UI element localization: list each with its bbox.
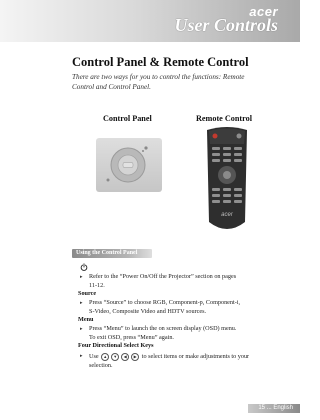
intro-line-1: There are two ways for you to control the functions: Remote: [72, 73, 245, 81]
directional-keys-suffix: to select items or make adjustments to your: [141, 353, 250, 360]
intro-line-2: Control and Control Panel.: [72, 83, 151, 91]
down-arrow-icon: ▼: [111, 353, 119, 361]
acer-logo: acer: [249, 4, 278, 19]
menu-line-2: To exit OSD, press “Menu” again.: [89, 333, 174, 341]
source-description: [89, 299, 289, 316]
source-line-2: S-Video, Composite Video and HDTV sources.: [89, 307, 207, 315]
directional-keys-prefix: Use: [89, 353, 99, 360]
power-description: [89, 273, 289, 290]
remote-logo-text: acer: [221, 212, 233, 218]
remote-control-label: Remote Control: [196, 114, 253, 123]
source-heading: Source: [78, 290, 97, 297]
remote-control-image: [201, 126, 253, 232]
power-line-2: 11-12.: [89, 281, 105, 289]
bullet-icon: ▸: [80, 275, 83, 280]
page-number: 15 ... English: [258, 405, 293, 411]
menu-line-1: Press “Menu” to launch the on screen display (OSD) menu.: [89, 325, 237, 332]
bullet-icon: ▸: [80, 301, 83, 306]
control-panel-label: Control Panel: [103, 114, 152, 123]
control-panel-drawing: [96, 138, 162, 192]
intro-paragraph: [72, 72, 272, 92]
directional-keys-description: [89, 352, 299, 370]
menu-heading: Menu: [78, 316, 94, 323]
directional-keys-heading: Four Directional Select Keys: [78, 342, 154, 349]
section-title: User Controls: [174, 15, 278, 35]
left-arrow-icon: ◀: [121, 353, 129, 361]
power-icon: [80, 263, 88, 271]
subsection-label: Using the Control Panel: [76, 250, 138, 256]
power-line-1: Refer to the “Power On/Off the Projector” section on pages: [89, 273, 237, 280]
right-arrow-icon: ▶: [131, 353, 139, 361]
source-line-1: Press “Source” to choose RGB, Component-p, Component-i,: [89, 299, 241, 306]
control-panel-image: [96, 138, 162, 192]
bullet-icon: ▸: [80, 354, 83, 359]
directional-keys-line-2: selection.: [89, 362, 113, 369]
bullet-icon: ▸: [80, 327, 83, 332]
menu-description: [89, 325, 289, 342]
remote-control-drawing: [201, 126, 253, 232]
up-arrow-icon: ▲: [101, 353, 109, 361]
page-title: Control Panel & Remote Control: [72, 55, 249, 69]
